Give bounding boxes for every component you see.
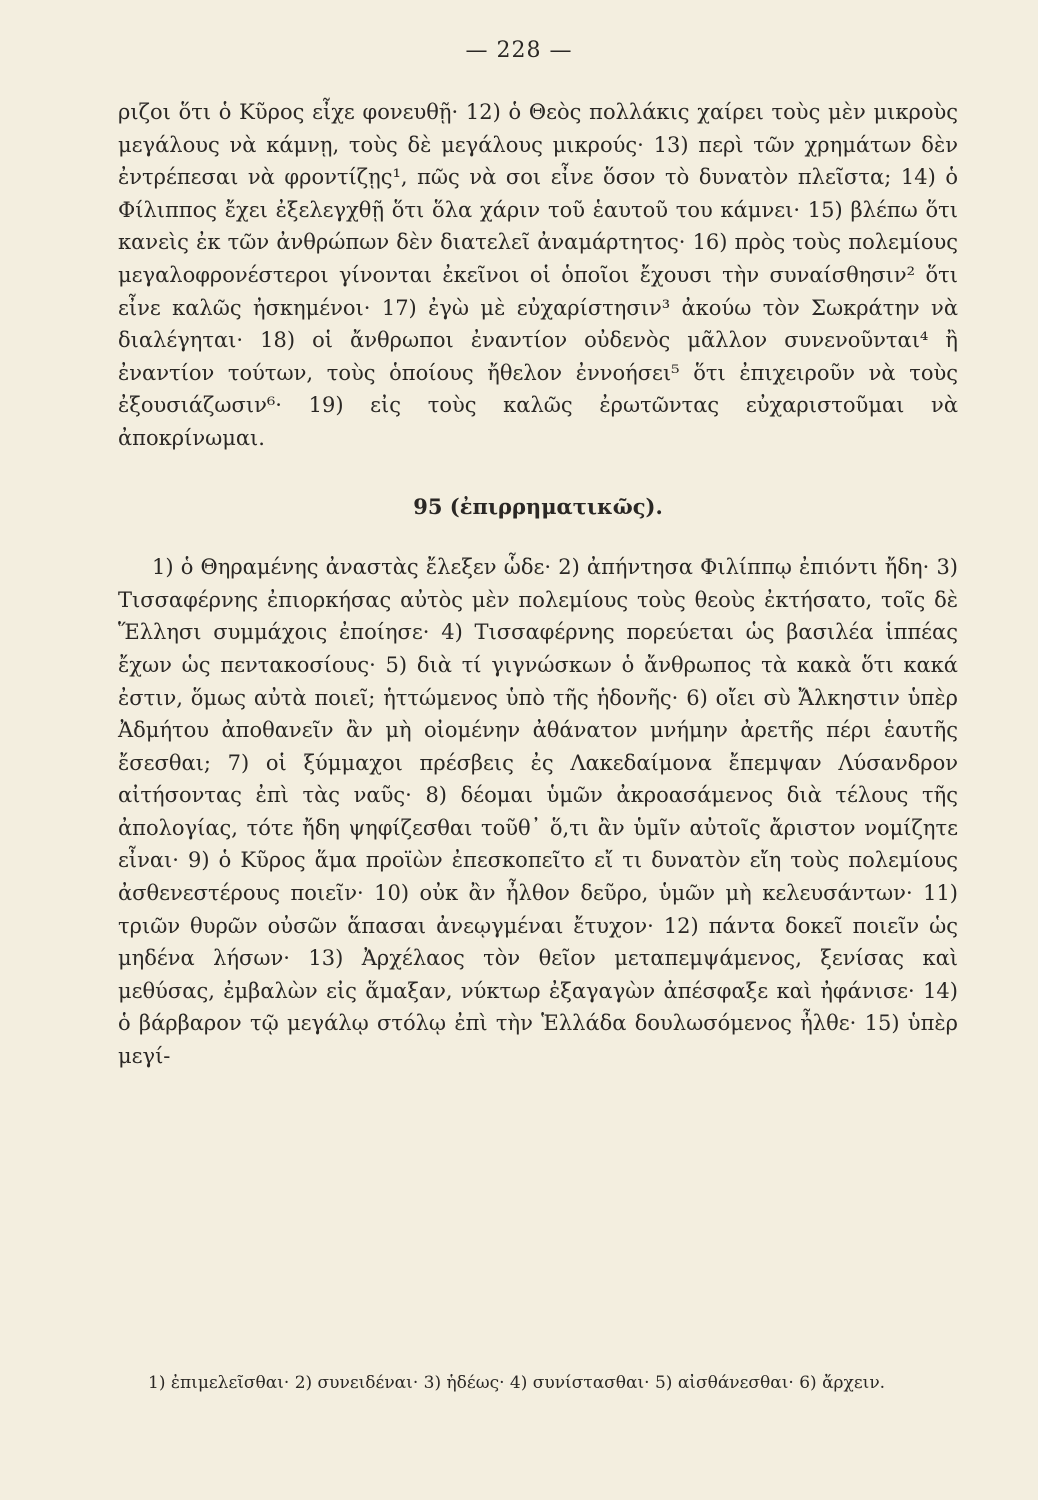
exercise-paragraph-continued: ριζοι ὅτι ὁ Κῦρος εἶχε φονευθῇ· 12) ὁ Θεὸς πολλάκις χαίρει τοὺς μὲν μικροὺς μεγάλους νὰ κάμνῃ, τοὺς δὲ μεγάλους μικρούς· 13) περὶ τῶν χρημάτων δὲν ἐντρέπεσαι νὰ φροντίζῃς¹, πῶς νὰ σοι εἶνε ὅσον τὸ δυνατὸν πλεῖστα; 14) ὁ Φίλιππος ἔχει ἐξελεγχθῇ ὅτι ὅλα χάριν τοῦ ἑαυτοῦ του κάμνει· 15) βλέπω ὅτι κανεὶς ἐκ τῶν ἀνθρώπων δὲν διατελεῖ ἀναμάρτητος· 16) πρὸς τοὺς πολεμίους μεγαλοφρονέστεροι γίνονται ἐκεῖνοι οἱ ὁποῖοι ἔχουσι τὴν συναίσθησιν² ὅτι εἶνε καλῶς ἠσκημένοι· 17) ἐγὼ μὲ εὐχαρίστησιν³ ἀκούω τὸν Σωκράτην νὰ διαλέγηται· 18) οἱ ἄνθρωποι ἐναντίον οὐδενὸς μᾶλλον συνενοῦνται⁴ ἢ ἐναντίον τούτων, τοὺς ὁποίους ἤθελον ἐννοήσει⁵ ὅτι ἐπιχειροῦν νὰ τοὺς ἐξουσιάζωσιν⁶· 19) εἰς τοὺς καλῶς ἐρωτῶντας εὐχαριστοῦμαι νὰ ἀποκρίνωμαι.	[118, 100, 958, 450]
exercise-paragraph-95: 1) ὁ Θηραμένης ἀναστὰς ἔλεξεν ὧδε· 2) ἀπήντησα Φιλίππῳ ἐπιόντι ἤδη· 3) Τισσαφέρνης ἐπιορκήσας αὐτὸς μὲν πολεμίους τοὺς θεοὺς ἐκτήσατο, τοῖς δὲ Ἕλλησι συμμάχοις ἐποίησε· 4) Τισσαφέρνης πορεύεται ὡς βασιλέα ἱππέας ἔχων ὡς πεντακοσίους· 5) διὰ τί γιγνώσκων ὁ ἄνθρωπος τὰ κακὰ ὅτι κακά ἐστιν, ὅμως αὐτὰ ποιεῖ; ἡττώμενος ὑπὸ τῆς ἡδονῆς· 6) οἴει σὺ Ἄλκηστιν ὑπὲρ Ἀδμήτου ἀποθανεῖν ἂν μὴ οἰομένην ἀθάνατον μνήμην ἀρετῆς πέρι ἑαυτῆς ἔσεσθαι; 7) οἱ ξύμμαχοι πρέσβεις ἐς Λακεδαίμονα ἔπεμψαν Λύσανδρον αἰτήσοντας ἐπὶ τὰς ναῦς· 8) δέομαι ὑμῶν ἀκροασάμενος διὰ τέλους τῆς ἀπολογίας, τότε ἤδη ψηφίζεσθαι τοῦθ᾽ ὅ,τι ἂν ὑμῖν αὐτοῖς ἄριστον νομίζητε εἶναι· 9) ὁ Κῦρος ἅμα προϊὼν ἐπεσκοπεῖτο εἴ τι δυνατὸν εἴη τοὺς πολεμίους ἀσθενεστέρους ποιεῖν· 10) οὐκ ἂν ἦλθον δεῦρο, ὑμῶν μὴ κελευσάντων· 11) τριῶν θυρῶν οὐσῶν ἅπασαι ἀνεῳγμέναι ἔτυχον· 12) πάντα δοκεῖ ποιεῖν ὡς μηδένα λήσων· 13) Ἀρχέλαος τὸν θεῖον μεταπεμψάμενος, ξενίσας καὶ μεθύσας, ἐμβαλὼν εἰς ἅμαξαν, νύκτωρ ἐξαγαγὼν ἀπέσφαξε καὶ ἠφάνισε· 14) ὁ βάρβαρον τῷ μεγάλῳ στόλῳ ἐπὶ τὴν Ἑλλάδα δουλωσόμενος ἦλθε· 15) ὑπὲρ μεγί-	[118, 555, 958, 1069]
footnotes: 1) ἐπιμελεῖσθαι· 2) συνειδέναι· 3) ἡδέως· 4) συνίστασθαι· 5) αἰσθάνεσθαι· 6) ἄρχειν.	[148, 1373, 886, 1393]
body-text	[118, 96, 958, 1073]
section-heading: 95 (ἐπιρρηματικῶς).	[413, 493, 663, 519]
page-number: — 228 —	[465, 38, 573, 63]
